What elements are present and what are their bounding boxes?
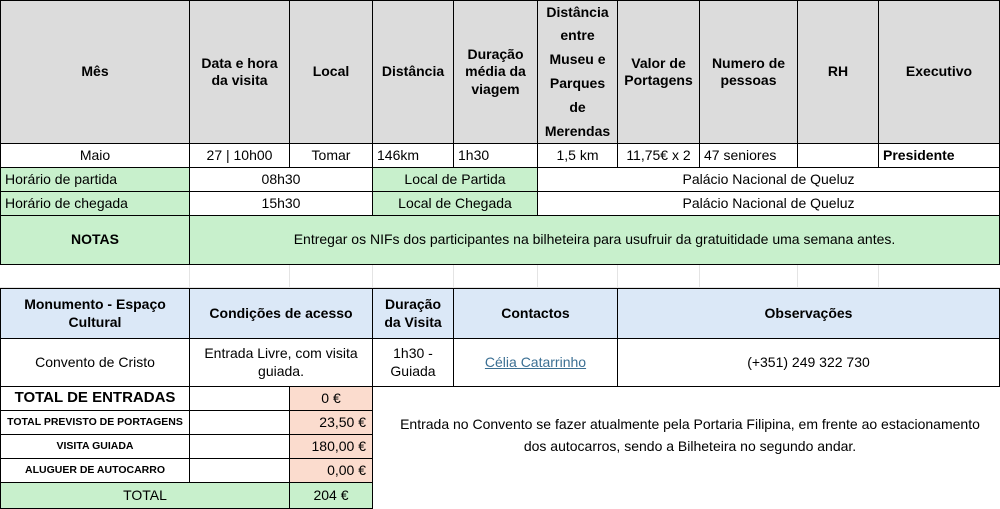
header-distancia: Distância — [372, 0, 454, 144]
header-local: Local — [289, 0, 373, 144]
visita-guiada-label: VISITA GUIADA — [0, 434, 190, 459]
monument-header-observacoes: Observações — [617, 288, 1000, 339]
header-numero-pessoas: Numero de pessoas — [699, 0, 798, 144]
header-distancia-museu: Distância entre Museu e Parques de Merendas — [537, 0, 618, 144]
grid-line — [289, 264, 290, 287]
monument-nome[interactable]: Convento de Cristo — [0, 338, 190, 387]
cell-mes[interactable]: Maio — [0, 143, 190, 168]
grid-line — [537, 264, 538, 287]
monument-telefone[interactable]: (+351) 249 322 730 — [617, 338, 1000, 387]
header-data-hora: Data e hora da visita — [189, 0, 290, 144]
cell-executivo[interactable]: Presidente — [878, 143, 1000, 168]
total-portagens-value[interactable]: 23,50 € — [289, 410, 373, 435]
visita-guiada-spacer — [189, 434, 290, 459]
contacto-link[interactable]: Célia Catarrinho — [484, 353, 587, 370]
cell-duracao[interactable]: 1h30 — [453, 143, 538, 168]
header-mes: Mês — [0, 0, 190, 144]
total-portagens-label: TOTAL PREVISTO DE PORTAGENS — [0, 410, 190, 435]
header-executivo: Executivo — [878, 0, 1000, 144]
aluguer-autocarro-value[interactable]: 0,00 € — [289, 458, 373, 483]
cell-data-hora[interactable]: 27 | 10h00 — [189, 143, 290, 168]
cell-distancia-museu[interactable]: 1,5 km — [537, 143, 618, 168]
monument-condicoes[interactable]: Entrada Livre, com visita guiada. — [189, 338, 373, 387]
chegada-local[interactable]: Palácio Nacional de Queluz — [537, 191, 1000, 216]
total-value[interactable]: 204 € — [289, 482, 373, 509]
grid-line — [797, 264, 798, 287]
partida-local-label: Local de Partida — [372, 167, 538, 192]
grid-line — [878, 264, 879, 287]
monument-header-contactos: Contactos — [453, 288, 618, 339]
cell-portagens[interactable]: 11,75€ x 2 — [617, 143, 700, 168]
partida-local[interactable]: Palácio Nacional de Queluz — [537, 167, 1000, 192]
cell-distancia[interactable]: 146km — [372, 143, 454, 168]
header-duracao-media: Duração média da viagem — [453, 0, 538, 144]
total-entradas-value[interactable]: 0 € — [289, 386, 373, 411]
total-entradas-spacer — [189, 386, 290, 411]
partida-hora[interactable]: 08h30 — [189, 167, 373, 192]
monument-header-monumento: Monumento - Espaço Cultural — [0, 288, 190, 339]
aluguer-autocarro-label: ALUGUER DE AUTOCARRO — [0, 458, 190, 483]
chegada-local-label: Local de Chegada — [372, 191, 538, 216]
notas-text[interactable]: Entregar os NIFs dos participantes na bilheteira para usufruir da gratuitidade uma semana antes. — [189, 215, 1000, 265]
grid-line — [699, 264, 700, 287]
cell-local[interactable]: Tomar — [289, 143, 373, 168]
grid-line — [453, 264, 454, 287]
header-rh: RH — [797, 0, 879, 144]
total-portagens-spacer — [189, 410, 290, 435]
partida-label: Horário de partida — [0, 167, 190, 192]
cell-rh[interactable] — [797, 143, 879, 168]
aluguer-autocarro-spacer — [189, 458, 290, 483]
grid-line — [372, 264, 373, 287]
chegada-label: Horário de chegada — [0, 191, 190, 216]
total-label: TOTAL — [0, 482, 290, 509]
monument-contacto[interactable] — [453, 338, 618, 387]
total-entradas-label: TOTAL DE ENTRADAS — [0, 386, 190, 411]
grid-line — [189, 264, 190, 287]
chegada-hora[interactable]: 15h30 — [189, 191, 373, 216]
observacao-text: Entrada no Convento se fazer atualmente pela Portaria Filipina, em frente ao estacionamento dos autocarros, sendo a Bilheteira no segundo andar. — [400, 415, 980, 454]
visita-guiada-value[interactable]: 180,00 € — [289, 434, 373, 459]
notas-label: NOTAS — [0, 215, 190, 265]
monument-duracao[interactable]: 1h30 - Guiada — [372, 338, 454, 387]
monument-header-condicoes: Condições de acesso — [189, 288, 373, 339]
cell-pessoas[interactable]: 47 seniores — [699, 143, 798, 168]
grid-line — [617, 264, 618, 287]
header-valor-portagens: Valor de Portagens — [617, 0, 700, 144]
monument-header-duracao: Duração da Visita — [372, 288, 454, 339]
